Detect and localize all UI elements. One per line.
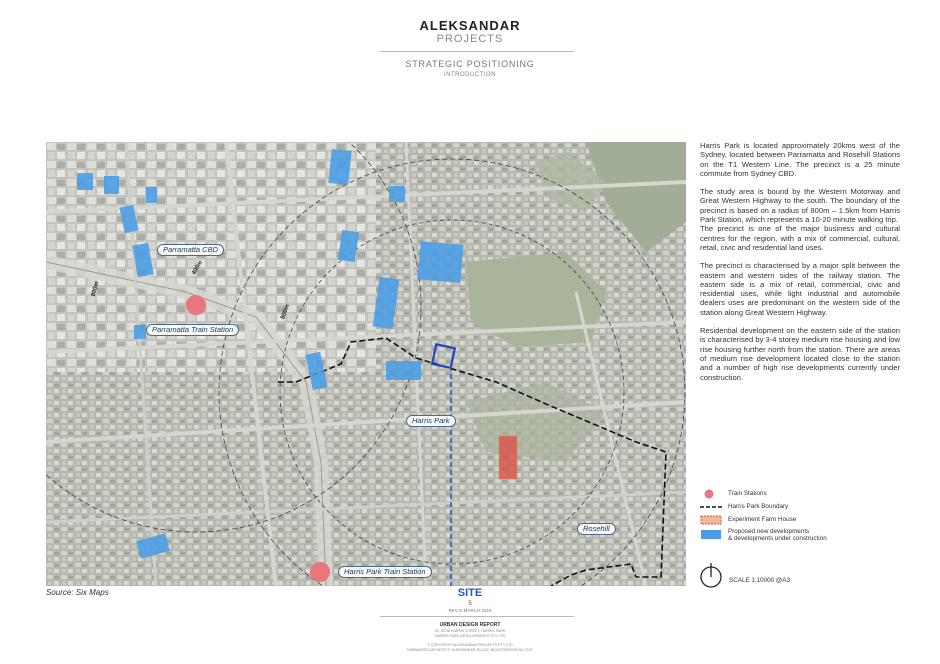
radius-label: 800m bbox=[280, 303, 292, 321]
copyright: © COPYRIGHT ALEKSANDAR PROJECTS PTY LTD bbox=[427, 643, 513, 647]
footer-divider bbox=[380, 616, 574, 617]
experiment-farm-house bbox=[499, 436, 517, 479]
development-block bbox=[417, 241, 463, 283]
brand-subtitle: PROJECTS bbox=[436, 33, 504, 45]
label-parramatta-cbd: Parramatta CBD bbox=[157, 244, 224, 256]
brand-title: ALEKSANDAR bbox=[419, 18, 521, 33]
map-canvas bbox=[46, 142, 686, 586]
development-block bbox=[146, 187, 157, 203]
report-address: 94, 96-98 HARRIS STREET, HARRIS PARK bbox=[434, 629, 506, 633]
development-block bbox=[328, 149, 351, 185]
label-rosehill: Rosehill bbox=[577, 523, 616, 535]
legend-label-line: Proposed new developments bbox=[728, 528, 810, 535]
legend-label bbox=[728, 528, 827, 542]
description-paragraph: The precinct is one of the major business and cultural centres for the region, with a mix of commercial, cultural, retail, civic and residential land uses. bbox=[700, 224, 900, 252]
development-block bbox=[134, 325, 146, 339]
proposed-swatch-icon bbox=[700, 527, 724, 543]
map-source: Source: Six Maps bbox=[46, 588, 109, 597]
development-block bbox=[104, 176, 119, 194]
development-block bbox=[386, 361, 421, 380]
description-paragraph: Residential development on the eastern side of the station is characterised by 3-4 storey medium rise housing and low rise housing further north from the station. There are areas of medium rise development located close to the station and a number of high rise developments currently under construction. bbox=[700, 326, 900, 382]
station-marker-harris-park bbox=[310, 562, 330, 582]
description-paragraph: Harris Park is located approximately 20kms west of the Sydney, located between Parramatta and Rosehill Stations on the T1 Western Line. The precinct is a 25 minute commute from Sydney CBD. bbox=[700, 141, 900, 178]
legend-label: Harris Park Boundary bbox=[728, 503, 789, 510]
legend-label: Train Stations bbox=[728, 490, 767, 497]
revision: REV D MARCH 2019 bbox=[448, 608, 492, 613]
architect-credit: NOMINATED ARCHITECT: ALEKSANDAR JELICIC REGISTRATION NO 7197 bbox=[407, 648, 533, 652]
legend-label: Experiment Farm House bbox=[728, 516, 797, 523]
label-parramatta-station: Parramatta Train Station bbox=[146, 324, 239, 336]
report-developer: HARRIS PARK DEVELOPMENTS PTY LTD bbox=[434, 634, 506, 638]
development-block bbox=[77, 173, 93, 190]
label-harris-park: Harris Park bbox=[406, 415, 456, 427]
report-title: URBAN DESIGN REPORT bbox=[439, 622, 501, 628]
description-text bbox=[700, 141, 900, 391]
farm-house-swatch-icon bbox=[700, 514, 724, 526]
label-harris-park-station: Harris Park Train Station bbox=[338, 566, 432, 578]
station-icon bbox=[700, 488, 724, 500]
station-marker-parramatta bbox=[186, 295, 206, 315]
north-arrow-icon bbox=[700, 563, 724, 589]
page-number: 5 bbox=[468, 601, 472, 607]
development-block bbox=[389, 186, 405, 202]
radius-label: 800m bbox=[90, 280, 101, 298]
radius-label: 400m bbox=[191, 259, 205, 277]
section-title: STRATEGIC POSITIONING bbox=[405, 59, 535, 69]
aerial-map bbox=[46, 142, 686, 586]
legend-label-line: & developments under construction bbox=[728, 535, 827, 542]
site-label: SITE bbox=[457, 587, 483, 599]
header-divider bbox=[380, 51, 574, 52]
scale-text: SCALE 1:10000 @A3 bbox=[729, 577, 791, 584]
section-subtitle: INTRODUCTION bbox=[444, 72, 496, 78]
description-paragraph: The study area is bound by the Western Motorway and Great Western Highway to the south. The boundary of the precinct is based on a radius of 800m – 1.5km from Harris Park Station, which represents a 10-20 minute walking trip. bbox=[700, 187, 900, 225]
dashed-line-icon bbox=[700, 501, 724, 513]
description-paragraph: The precinct is characterised by a major split between the eastern and western sides of the railway station. The eastern side is a mix of retail, commercial, civic and residential uses, while light industrial and automobile dealers uses are predominant on the western side of the station along Great Western Highway. bbox=[700, 261, 900, 317]
